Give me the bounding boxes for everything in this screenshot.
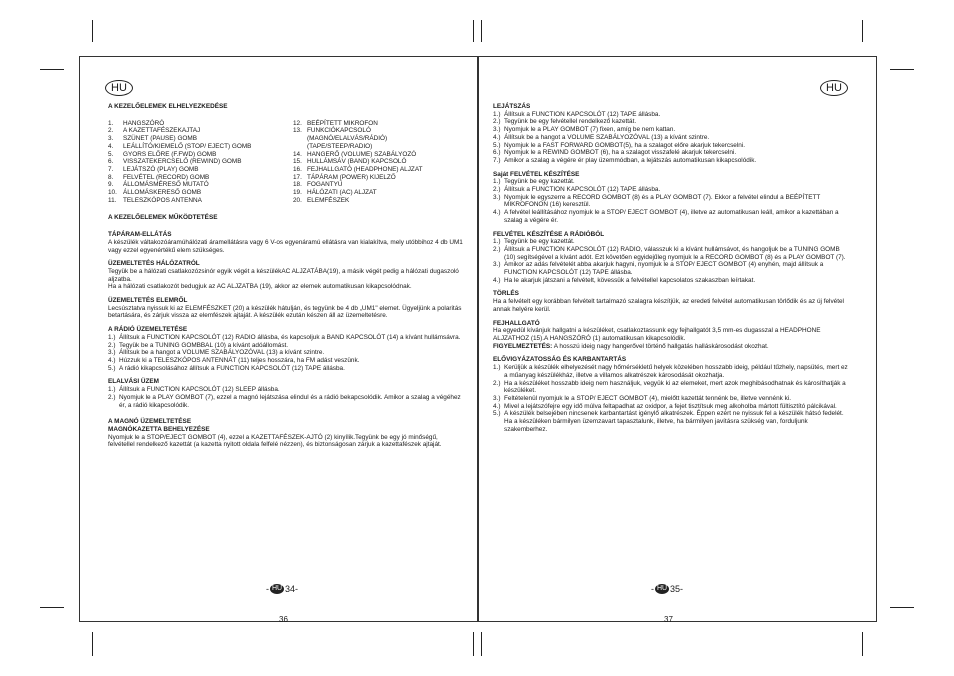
control-item-number: 4. — [108, 142, 114, 150]
step-item-number: 4.) — [493, 209, 501, 217]
step-item-number: 1.) — [493, 110, 501, 118]
footer-page: 35- — [670, 584, 684, 594]
crop-mark — [481, 20, 482, 42]
control-item-number: 11. — [108, 196, 117, 204]
mains-text-1: Tegyük be a hálózati csatlakozózsinór egyik végét a készülékAC ALJZATÁBA(19), a másik végét pedig a hálózati dugaszoló aljzatba. — [108, 267, 459, 283]
crop-mark — [862, 632, 863, 656]
section-title-controls: A KEZELŐELEMEK ELHELYEZKEDÉSE — [108, 103, 228, 110]
step-item — [108, 349, 463, 357]
control-item — [293, 197, 463, 205]
control-item-text: A KAZETTAFÉSZEKAJTAJ — [123, 127, 201, 135]
control-item-number: 5. — [108, 150, 114, 158]
step-item — [108, 386, 463, 394]
erase-text: Ha a felvételt egy korábban felvételt tartalmazó szalagra készítjük, az eredeti felvétel automatikusan törlődik és az új felvétel annak helyére kerül. — [493, 298, 844, 313]
step-item-number: 4.) — [493, 133, 501, 141]
control-item-number: 19. — [293, 189, 302, 197]
step-item-number: 3.) — [108, 349, 116, 357]
step-item-number: 1.) — [493, 178, 501, 186]
control-item-number: 20. — [293, 196, 302, 204]
control-item-text: HANGSZÓRÓ — [123, 119, 165, 127]
step-item-text: Tegyünk be egy felvétellel rendelkező kazettát. — [504, 118, 637, 126]
step-item — [493, 209, 850, 224]
step-item — [493, 126, 850, 134]
control-item — [108, 127, 293, 135]
crop-mark — [92, 632, 93, 656]
control-item-number: 9. — [108, 181, 114, 189]
step-item-number: 4.) — [493, 402, 501, 410]
control-item-text: BEÉPÍTETT MIKROFON — [307, 119, 378, 127]
control-item — [108, 166, 293, 174]
control-item-number: 7. — [108, 165, 114, 173]
control-item-text: VISSZATEKERCSELŐ (REWIND) GOMB — [123, 158, 242, 166]
step-item-number: 5.) — [108, 364, 116, 372]
section-title-operation: A KEZELŐELEMEK MŰKÖDTETÉSE — [108, 214, 218, 222]
step-item-text: Állítsuk a FUNCTION KAPCSOLÓT (12) RADIO, válasszuk ki a kívánt hullámsávot, és hangoljuk be a TUNING GOMB (10) segítségével a kívánt adót. Ezt követően egyidejűleg nyomjuk le a RECORD GOMBOT (8) és a PLAY GOMBOT (7). — [504, 245, 846, 261]
control-item-text: HANGERŐ (VOLUME) SZABÁLYOZÓ — [307, 150, 417, 158]
step-item-text: Tegyük be a TUNING GOMBBAL (10) a kívánt adóállomást. — [119, 341, 289, 349]
control-item-text: FELVÉTEL (RECORD) GOMB — [123, 173, 210, 181]
control-item — [108, 197, 293, 205]
step-item — [493, 186, 850, 194]
control-item-text: FUNKCIÓKAPCSOLÓ — [307, 127, 371, 135]
step-item-text: Amikor a szalag a végére ér play üzemmódban, a lejátszás automatikusan kikapcsolódik. — [504, 156, 757, 164]
control-item-text: ELEMFÉSZEK — [307, 196, 350, 204]
control-item-text: ÁLLOMÁSKERESŐ GOMB — [123, 189, 202, 197]
control-item-number: 14. — [293, 150, 302, 158]
step-item-text: Nyomjuk le egyszerre a RECORD GOMBOT (8) és a PLAY GOMBOT (7). Ekkor a felvétel elindul a BEÉPÍTETT MIKROFONON (16) keresztül. — [504, 193, 821, 209]
right-footer-page-number — [651, 584, 683, 594]
footer-dash: - — [651, 584, 654, 594]
section-title-radio: A RÁDIÓ ÜZEMELTETÉSE — [108, 326, 188, 334]
control-item-number: 8. — [108, 173, 114, 181]
battery-text: Lecsúsztatva nyissuk ki az ELEMFÉSZKET (20) a készülék hátulján, és tegyünk be 4 db „UM1" elemet. Ügyeljünk a polaritás betartására, és zárjuk vissza az elemfészek ajtaját. A készülék ezután készen áll az üzemeltetésre. — [108, 304, 462, 320]
control-item-number — [293, 135, 307, 143]
step-item-number: 3.) — [493, 193, 501, 201]
controls-list-col2 — [293, 120, 463, 205]
step-item-text: Tegyünk be egy kazettát. — [504, 238, 575, 246]
step-item-text: Húzzuk ki a TELESZKÓPOS ANTENNÁT (11) teljes hosszára, ha FM adást veszünk. — [119, 356, 360, 364]
control-item-text: FEJHALLGATÓ (HEADPHONE) ALJZAT — [307, 165, 423, 173]
control-item-text: ÁLLOMÁSMÉRESŐ MUTATÓ — [123, 181, 209, 189]
crop-mark — [473, 632, 474, 656]
section-title-power: TÁPÁRAM-ELLÁTÁS — [108, 231, 172, 239]
warning-text: A hosszú ideig nagy hangerővel történő hallgatás halláskárosodást okozhat. — [552, 342, 769, 350]
control-item — [293, 166, 463, 174]
step-item-text: Állítsuk a FUNCTION KAPCSOLÓT (12) TAPE állásba. — [504, 110, 661, 118]
language-badge-left: HU — [105, 80, 133, 96]
step-item — [493, 149, 850, 157]
mains-text-2: Ha a hálózati csatlakozót bedugjuk az AC ALJZATBA (19), akkor az elemek automatikusan kikapcsolódnak. — [108, 283, 412, 291]
step-item-text: Kerüljük a készülék elhelyezését nagy hőmérsékletű helyek közelében hosszabb ideig, például tűzhely, napsütés, mert ez a műanyag készülékház, illetve a villamos alkatrészek károsodását okozhatja. — [504, 364, 848, 379]
step-item-number: 3.) — [493, 126, 501, 134]
recording-steps — [493, 178, 850, 224]
step-item-text: Nyomjuk le a FAST FORWARD GOMBOT(5), ha a szalagot előre akarjuk tekercselni. — [504, 141, 746, 149]
step-item-text: Állítsuk a FUNCTION KAPCSOLÓT (12) RADIO állásba, és kapcsoljuk a BAND KAPCSOLÓT (14) a kívánt hullámsávra. — [119, 333, 461, 341]
step-item — [493, 246, 850, 261]
control-item-number: 10. — [108, 189, 117, 197]
section-title-battery: ÜZEMELTETÉS ELEMRŐL — [108, 297, 188, 305]
step-item — [493, 134, 850, 142]
right-print-page-number: 37 — [664, 615, 673, 624]
control-item-number: 3. — [108, 135, 114, 143]
step-item-text: Mivel a lejátszófejre egy idő múlva feltapadhat az oxidpor, a fejet tisztítsuk meg alkoholba mártott fültisztító pálcikával. — [504, 402, 837, 410]
control-item-text: TÁPÁRAM (POWER) KIJELZŐ — [307, 173, 396, 181]
step-item-number: 3.) — [493, 394, 501, 402]
step-item-text: Amikor az adás felvételét abba akarjuk hagyni, nyomjuk le a STOP/ EJECT GOMBOT (4) enyhén, majd állítsuk a FUNCTION KAPCSOLÓT (12) TAPE állásba. — [504, 261, 824, 277]
control-item-number: 16. — [293, 165, 302, 173]
step-item — [493, 380, 850, 395]
step-item-number: 2.) — [493, 379, 501, 387]
step-item-number: 4.) — [493, 276, 501, 284]
step-item-number: 2.) — [493, 118, 501, 126]
step-item-text: Ha a készüléket hosszabb ideig nem használjuk, vegyük ki az elemeket, mert azok meghibásodhatnak és károsíthatják a készüléket. — [504, 379, 846, 395]
step-item-number: 4.) — [108, 356, 116, 364]
step-item-number: 2.) — [108, 393, 116, 401]
step-item-text: A rádió kikapcsolásához állítsuk a FUNCTION KAPCSOLÓT (12) TAPE állásba. — [119, 364, 345, 372]
footer-language-badge: HU — [271, 585, 283, 592]
control-item-number: 17. — [293, 173, 302, 181]
step-item-text: Ha le akarjuk játszani a felvételt, kövessük a felvétellel kapcsolatos szakaszban leírtakat. — [504, 276, 756, 284]
control-item-number: 12. — [293, 119, 302, 127]
care-steps — [493, 364, 850, 433]
step-item — [493, 261, 850, 276]
step-item — [493, 157, 850, 165]
crop-mark — [40, 69, 64, 70]
controls-list — [108, 120, 463, 205]
step-item-number: 1.) — [493, 238, 501, 246]
step-item-number: 1.) — [108, 333, 116, 341]
control-item-number: 13. — [293, 127, 302, 135]
footer-dash: - — [266, 584, 269, 594]
section-title-tape: A MAGNÓ ÜZEMELTETÉSE — [108, 418, 192, 426]
warning-paragraph — [493, 343, 850, 351]
control-item-text: HULLÁMSÁV (BAND) KAPCSOLÓ — [307, 158, 407, 166]
section-title-erase: TÖRLÉS — [493, 290, 519, 298]
step-item-number: 2.) — [493, 245, 501, 253]
control-item — [293, 135, 463, 143]
crop-mark — [481, 632, 482, 656]
step-item-text: Állítsuk a FUNCTION KAPCSOLÓT (12) TAPE állásba. — [504, 186, 661, 194]
language-badge-right: HU — [820, 80, 848, 96]
footer-language-badge: HU — [656, 585, 668, 592]
left-page-content — [108, 103, 463, 449]
radio-recording-steps — [493, 238, 850, 284]
control-item-text: LEÁLLÍTÓ/KIEMELŐ (STOP/ EJECT) GOMB — [123, 142, 252, 150]
control-item — [293, 181, 463, 189]
step-item-text: Feltételenül nyomjuk le a STOP/ EJECT GOMBOT (4), mielőtt kazettát tennénk be, illetve vennénk ki. — [504, 394, 791, 402]
step-item-text: A készülék belsejében nincsenek karbantartást igénylő alkatrészek. Éppen ezért ne nyissuk fel a készülék hátsó fedelét. Ha a készüléken bármilyen üzemzavart tapasztalunk, illetve, ha bármilyen javításra szükség van, forduljunk szakemberhez. — [504, 410, 844, 433]
section-title-sleep: ELALVÁSI ÜZEM — [108, 378, 160, 386]
step-item-text: A felvétel leállításához nyomjuk le a STOP/ EJECT GOMBOT (4), illetve az automatikusan leáll, amikor a kazettában a szalag a végére ér. — [504, 209, 839, 224]
step-item-number: 2.) — [108, 341, 116, 349]
left-print-page-number: 36 — [279, 615, 288, 624]
step-item — [493, 238, 850, 246]
headphones-text: Ha egyedül kívánjuk hallgatni a készüléket, csatlakoztassunk egy fejhallgatót 3,5 mm-es dugasszal a HEADPHONE ALJZATHOZ (15).A HANGSZÓRÓ (1) automatikusan kikapcsolódik. — [493, 327, 821, 342]
step-item — [493, 395, 850, 403]
step-item — [493, 364, 850, 379]
step-item-number: 3.) — [493, 261, 501, 269]
control-item-number: 1. — [108, 119, 114, 127]
section-title-mains: ÜZEMELTETÉS HÁLÓZATRÓL — [108, 260, 200, 268]
section-title-care: ELŐVIGYÁZATOSSÁG ÉS KARBANTARTÁS — [493, 356, 627, 364]
section-title-play: LEJÁTSZÁS — [493, 103, 531, 110]
footer-page: 34- — [285, 584, 299, 594]
control-item — [293, 189, 463, 197]
control-item — [108, 158, 293, 166]
step-item-text: Nyomjuk le a REWIND GOMBOT (6), ha a szalagot visszafelé akarjuk tekercselni. — [504, 149, 737, 157]
radio-steps — [108, 334, 463, 373]
step-item-number: 7.) — [493, 156, 501, 164]
control-item-text: SZÜNET (PAUSE) GOMB — [123, 135, 197, 143]
control-item-text: TELESZKÓPOS ANTENNA — [123, 196, 202, 204]
control-item-text: FOGANTYÚ — [307, 181, 343, 189]
controls-list-col1 — [108, 120, 293, 205]
control-item-number: 2. — [108, 127, 114, 135]
left-footer-page-number — [266, 584, 298, 594]
step-item-number: 2.) — [493, 186, 501, 194]
control-item — [108, 189, 293, 197]
step-item — [108, 365, 463, 373]
control-item-text: (MAGNÓ/ELALVÁS/RÁDIÓ) — [307, 135, 388, 143]
step-item-number: 5.) — [493, 141, 501, 149]
section-title-recording: Saját FELVÉTEL KÉSZÍTÉSE — [493, 170, 580, 178]
step-item-text: Állítsuk be a hangot a VOLUME SZABÁLYOZÓVAL (13) a kívánt szintre. — [119, 349, 325, 357]
step-item-number: 1.) — [493, 364, 501, 372]
control-item — [293, 127, 463, 135]
control-item — [108, 135, 293, 143]
control-item — [293, 143, 463, 151]
step-item — [493, 142, 850, 150]
right-page-content — [493, 103, 850, 433]
control-item — [108, 143, 293, 151]
control-item — [108, 181, 293, 189]
section-title-cassette: MAGNÓKAZETTA BEHELYEZÉSE — [108, 425, 210, 433]
cassette-text: Nyomjuk le a STOP/EJECT GOMBOT (4), ezzel a KAZETTAFÉSZEK-AJTÓ (2) kinyílik.Tegyünk be egy jó minőségű, felvétellel rendelkező kazettát (a kazetta nyitott oldala felfelé nézzen), és biztonságosan zárjuk a kazettafészek ajtaját. — [108, 433, 442, 449]
step-item — [493, 178, 850, 186]
control-item-number: 18. — [293, 181, 302, 189]
step-item-text: Nyomjuk le a PLAY GOMBOT (7) fixen, amíg be nem kattan. — [504, 126, 676, 134]
step-item — [493, 410, 850, 433]
step-item — [493, 118, 850, 126]
warning-label: FIGYELMEZTETÉS: — [493, 342, 553, 350]
step-item-text: Állítsuk a FUNCTION KAPCSOLÓT (12) SLEEP állásba. — [119, 386, 280, 394]
crop-mark — [473, 20, 474, 42]
step-item-number: 1.) — [108, 386, 116, 394]
control-item-text: (TAPE/STEEP/RADIO) — [307, 142, 373, 150]
control-item-number: 6. — [108, 158, 114, 166]
control-item-text: HÁLÓZATI (AC) ALJZAT — [307, 189, 377, 197]
crop-mark — [862, 20, 863, 42]
step-item — [108, 334, 463, 342]
step-item — [108, 394, 463, 409]
crop-mark — [890, 607, 914, 608]
step-item-number: 5.) — [493, 410, 501, 418]
control-item-number — [293, 143, 307, 151]
step-item — [108, 357, 463, 365]
section-title-headphones: FEJHALLGATÓ — [493, 319, 540, 327]
step-item-text: Tegyünk be egy kazettát. — [504, 178, 575, 186]
crop-mark — [92, 20, 93, 42]
step-item-text: Állítsuk be a hangot a VOLUME SZABÁLYOZÓVAL (13) a kívánt szintre. — [504, 133, 710, 141]
step-item — [493, 111, 850, 119]
crop-mark — [40, 607, 64, 608]
power-text: A készülék váltakozóáramúhálózati áramellátásra vagy 6 V-os egyenáramú ellátásra van kialakítva, mely utóbbihoz 4 db UM1 vagy ezzel egyenértékű elem szükséges. — [108, 238, 463, 254]
control-item-text: GYORS ELŐRE (F.FWD) GOMB — [123, 150, 217, 158]
control-item — [293, 158, 463, 166]
step-item-text: Nyomjuk le a PLAY GOMBOT (7), ezzel a magnó lejátszása elindul és a rádió bekapcsolódik. Amikor a szalag a végéhez ér, a rádió kikapcsolódik. — [119, 393, 461, 409]
step-item — [493, 194, 850, 209]
play-steps — [493, 111, 850, 165]
step-item-number: 6.) — [493, 149, 501, 157]
section-title-radio-recording: FELVÉTEL KÉSZÍTÉSE A RÁDIÓBÓL — [493, 230, 605, 238]
control-item-number: 15. — [293, 158, 302, 166]
step-item — [493, 277, 850, 285]
crop-mark — [890, 69, 914, 70]
control-item-text: LEJÁTSZÓ (PLAY) GOMB — [123, 165, 199, 173]
sleep-steps — [108, 386, 463, 409]
